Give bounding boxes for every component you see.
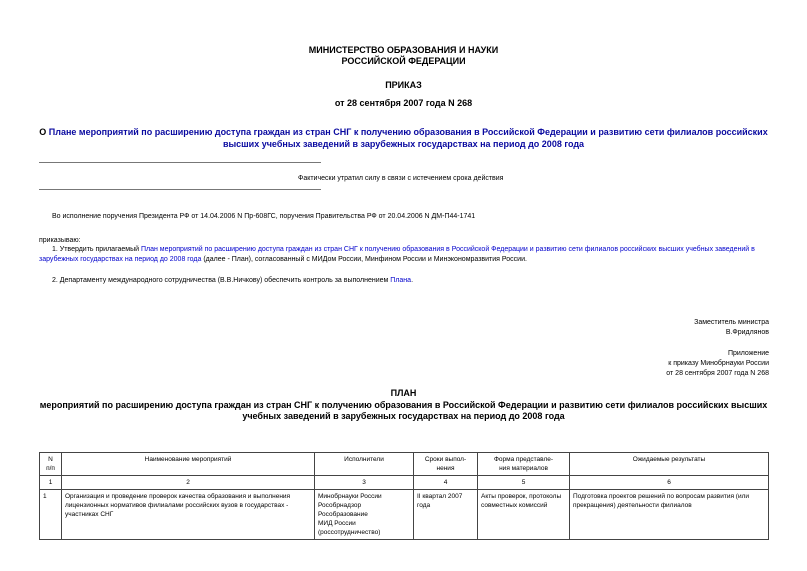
header-form: Форма представле- ния материалов [478, 453, 570, 476]
item-2 [52, 276, 413, 286]
ministry-line-1: МИНИСТЕРСТВО ОБРАЗОВАНИЯ И НАУКИ [308, 45, 499, 55]
row-num: 1 [40, 490, 62, 540]
col-number: 3 [315, 476, 414, 490]
item-1-lead: 1. Утвердить прилагаемый [52, 246, 141, 253]
plan-link-short[interactable]: Плана [390, 277, 412, 284]
ministry-header [0, 45, 807, 67]
signature-name: В.Фридлянов [725, 329, 769, 336]
doc-type: ПРИКАЗ [385, 80, 422, 90]
plan-table [39, 452, 769, 540]
divider-bottom [39, 189, 321, 190]
appendix-line-1: Приложение [727, 350, 769, 357]
row-deadline: II квартал 2007 года [414, 490, 478, 540]
col-number: 2 [62, 476, 315, 490]
col-number: 1 [40, 476, 62, 490]
row-form: Акты проверок, протоколы совместных комиссий [478, 490, 570, 540]
item-1 [39, 245, 774, 265]
table-header-row [40, 453, 769, 476]
title-link-line-1[interactable]: Плане мероприятий по расширению доступа граждан из стран СНГ к получению образования в Российской Федерации и развитию сети филиалов российских [48, 127, 768, 137]
row-results: Подготовка проектов решений по вопросам развития (или прекращения) деятельности филиалов [570, 490, 769, 540]
header-num: N п/п [40, 453, 62, 476]
order-word: приказываю: [39, 237, 81, 244]
row-activity: Организация и проведение проверок качества образования и выполнения лицензионных нормативов филиалами российских вузов в государствах - участниках СНГ [62, 490, 315, 540]
intro-text: Во исполнение поручения Президента РФ от 14.04.2006 N Пр-608ГС, поручения Правительства РФ от 20.04.2006 N ДМ-П44-1741 [52, 213, 476, 220]
header-results: Ожидаемые результаты [570, 453, 769, 476]
plan-subtitle-line-2: учебных заведений в зарубежных государствах на период до 2008 года [242, 411, 565, 421]
plan-subtitle-line-1: мероприятий по расширению доступа граждан из стран СНГ к получению образования в Российской Федерации и развитию сети филиалов российских высших [39, 400, 768, 410]
item-2-lead: 2. Департаменту международного сотрудничества (В.В.Ничкову) обеспечить контроль за выполнением [52, 277, 391, 284]
appendix-line-3: от 28 сентября 2007 года N 268 [666, 370, 769, 377]
item-1-tail: (далее - План), согласованный с МИДом России, Минфином России и Минэкономразвития России. [201, 256, 527, 263]
header-deadline: Сроки выпол- нения [414, 453, 478, 476]
col-number: 5 [478, 476, 570, 490]
title-prefix: О [39, 127, 49, 137]
signature-position: Заместитель министра [694, 319, 769, 326]
col-number: 6 [570, 476, 769, 490]
plan-heading: ПЛАН [390, 388, 417, 398]
item-2-tail: . [411, 277, 414, 284]
appendix-line-2: к приказу Минобрнауки России [668, 360, 769, 367]
header-executors: Исполнители [315, 453, 414, 476]
signature [694, 318, 769, 338]
header-activity: Наименование мероприятий [62, 453, 315, 476]
ministry-line-2: РОССИЙСКОЙ ФЕДЕРАЦИИ [341, 56, 466, 66]
column-number-row [40, 476, 769, 490]
divider-top [39, 162, 321, 163]
table-row [40, 490, 769, 540]
doc-date: от 28 сентября 2007 года N 268 [334, 98, 473, 108]
title-link-line-2[interactable]: высших учебных заведений в зарубежных государствах на период до 2008 года [222, 139, 585, 149]
plan-link-line-2[interactable]: зарубежных государствах на период до 2008 года [39, 256, 202, 263]
plan-link-line-1[interactable]: План мероприятий по расширению доступа граждан из стран СНГ к получению образования в Российской Федерации и развитию сети филиалов российских высших учебных заведений в [140, 246, 755, 253]
document-title [20, 126, 787, 150]
appendix-note [666, 349, 769, 379]
status-note: Фактически утратил силу в связи с истечением срока действия [298, 175, 504, 182]
row-executors: Минобрнауки России Рособрнадзор Рособразование МИД России (россотрудничество) [315, 490, 414, 540]
col-number: 4 [414, 476, 478, 490]
plan-subtitle [20, 400, 787, 422]
